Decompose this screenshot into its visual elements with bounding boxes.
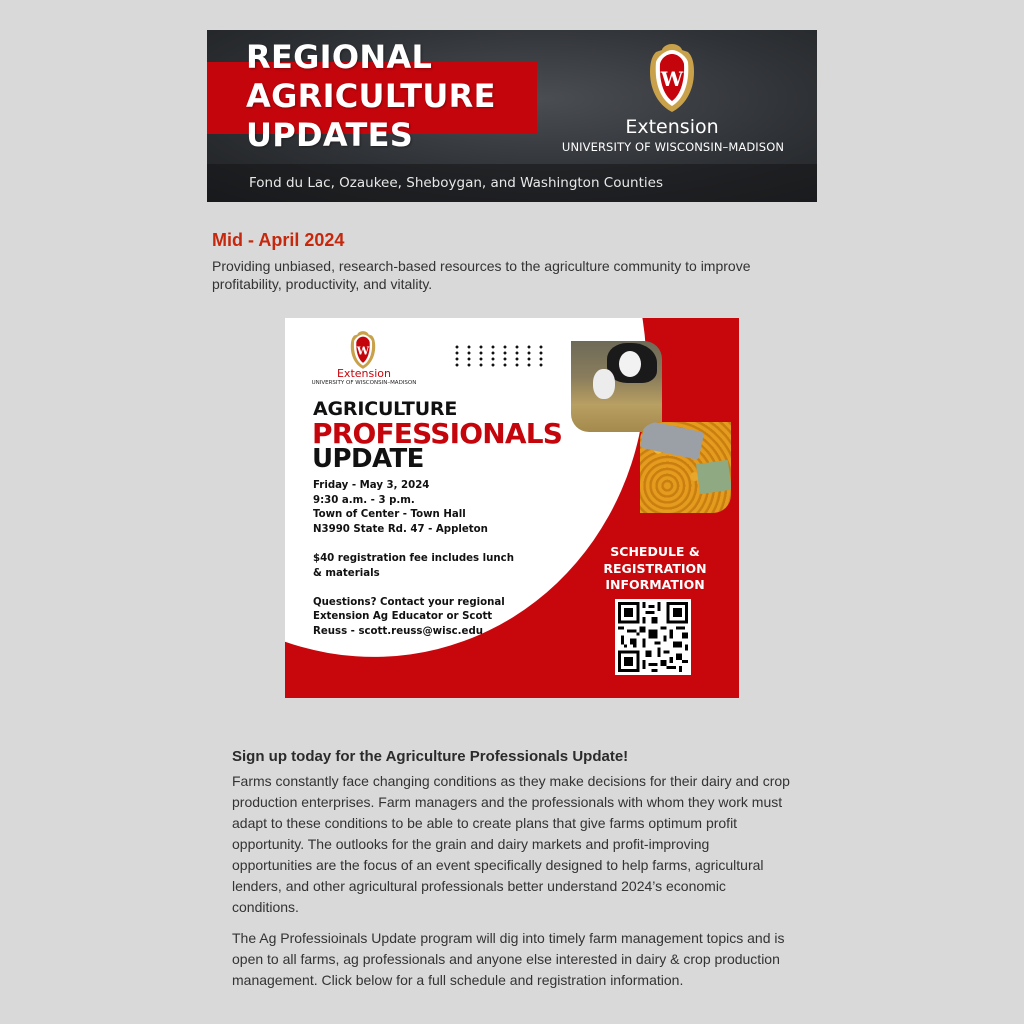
article-paragraph: Farms constantly face changing conditions as they make decisions for their dairy and crop production enterprises. Farm managers and the professionals with whom they work must adapt to these conditions to be able to create plans that give farms optimum profit opportunity. The outlooks for the grain and dairy markets and profit-improving opportunities are the focus of an event specifically designed to help farms, agricultural lenders, and other agricultural professionals better understand 2024’s economic conditions.	[232, 773, 790, 915]
corn-calculator-photo	[640, 422, 731, 513]
flyer-university-name: UNIVERSITY OF WISCONSIN–MADISON	[311, 380, 417, 386]
qr-code[interactable]	[615, 599, 691, 675]
dairy-cow-photo	[571, 341, 662, 432]
cta-line: INFORMATION	[605, 577, 705, 592]
extension-wordmark: Extension	[625, 116, 719, 138]
event-fee: & materials	[313, 567, 380, 579]
event-contact: Extension Ag Educator or Scott	[313, 611, 493, 623]
flyer-title-line1: AGRICULTURE	[313, 398, 458, 420]
issue-date: Mid - April 2024	[212, 230, 345, 250]
cta-line: SCHEDULE &	[610, 544, 700, 559]
newsletter-tagline: Providing unbiased, research-based resources to the agriculture community to improve profitability, productivity, and vitality.	[212, 258, 751, 292]
university-name: UNIVERSITY OF WISCONSIN–MADISON	[561, 140, 785, 154]
crest-letter: W	[660, 67, 684, 91]
event-venue: Town of Center - Town Hall	[313, 509, 466, 521]
flyer-cta	[595, 544, 715, 594]
flyer-event-details	[313, 479, 533, 654]
uw-crest-logo	[648, 42, 696, 114]
flyer-extension-wordmark: Extension	[336, 367, 391, 380]
flyer-title-line3: UPDATE	[312, 444, 424, 474]
event-contact: Questions? Contact your regional	[313, 596, 505, 608]
banner-counties: Fond du Lac, Ozaukee, Sheboygan, and Washington Counties	[249, 175, 663, 191]
event-contact: Reuss - scott.reuss@wisc.edu	[313, 625, 483, 637]
event-address: N3990 State Rd. 47 - Appleton	[313, 523, 488, 535]
banner-title-line: UPDATES	[246, 116, 414, 154]
event-fee: $40 registration fee includes lunch	[313, 552, 514, 564]
article-paragraph: The Ag Professioinals Update program will dig into timely farm management topics and is open to all farms, ag professionals and anyone else interested in dairy & crop production management. Click below for a full schedule and registration information.	[232, 930, 785, 988]
uw-crest-logo	[349, 330, 377, 370]
event-date: Friday - May 3, 2024	[313, 480, 430, 491]
decorative-dot-grid	[451, 344, 545, 368]
event-flyer-image[interactable]	[285, 318, 739, 698]
newsletter-banner	[207, 30, 817, 202]
banner-title-line: AGRICULTURE	[246, 77, 496, 115]
banner-title-line: REGIONAL	[246, 38, 433, 76]
article-heading: Sign up today for the Agriculture Professionals Update!	[232, 748, 629, 765]
cta-line: REGISTRATION	[603, 560, 707, 576]
flyer-title-line2: PROFESSIONALS	[312, 417, 563, 450]
banner-title	[246, 38, 546, 155]
event-time: 9:30 a.m. - 3 p.m.	[313, 494, 415, 506]
crest-letter: W	[356, 344, 370, 358]
